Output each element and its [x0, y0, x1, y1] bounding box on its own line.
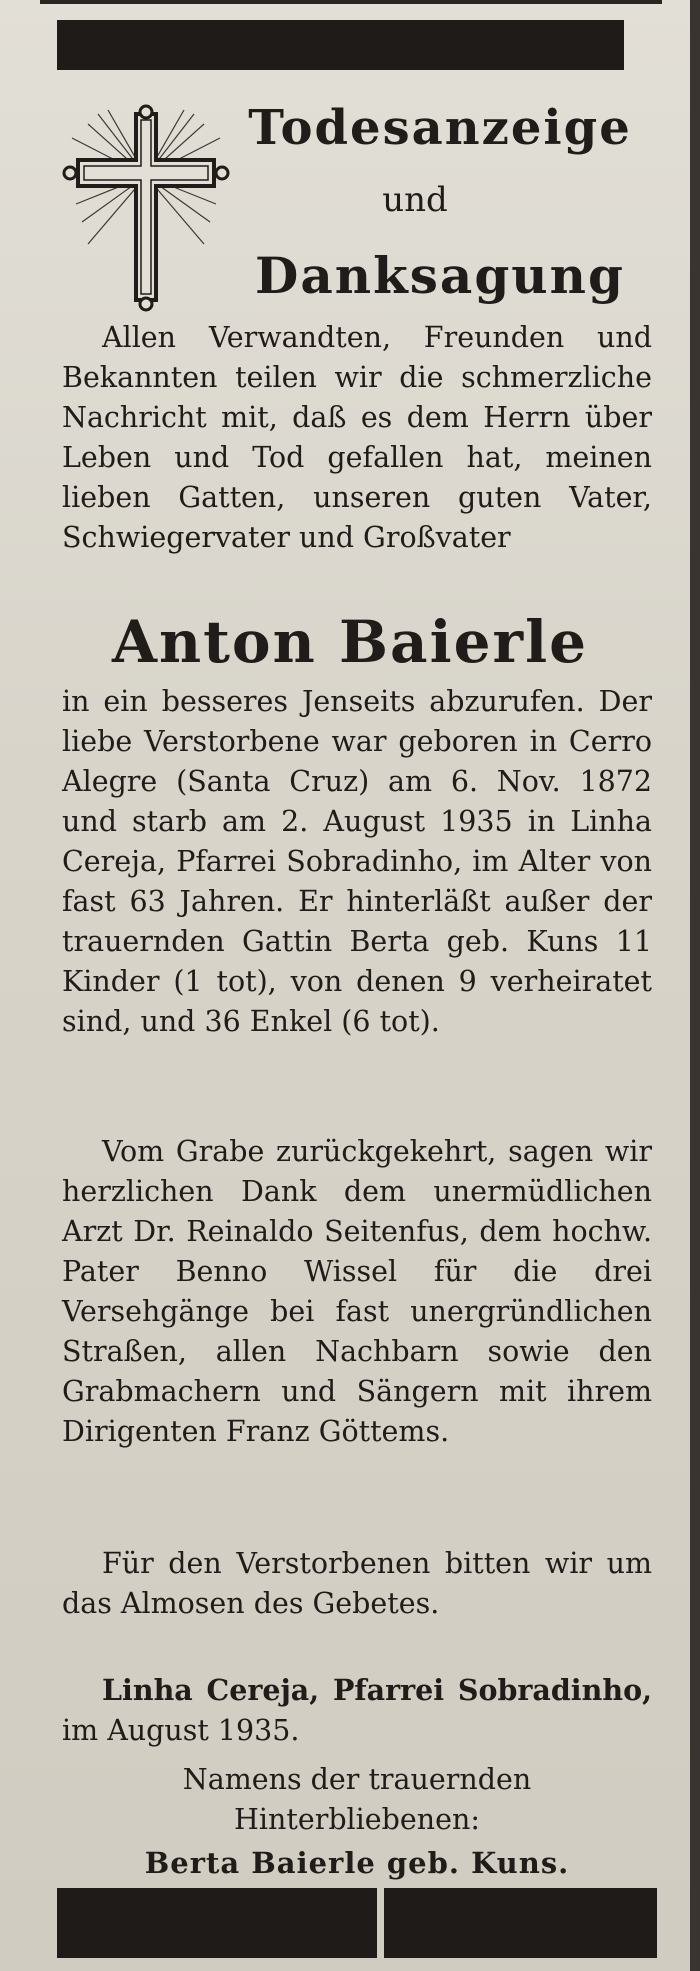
- top-black-bar: [57, 20, 624, 70]
- on-behalf-line: Namens der trauernden Hinterbliebenen:: [182, 1763, 532, 1836]
- notice-title: Todesanzeige: [248, 100, 632, 156]
- notice-conjunction: und: [382, 180, 448, 220]
- deceased-name: Anton Baierle: [111, 608, 589, 676]
- top-rule: [40, 0, 662, 4]
- announcement-paragraph: Allen Verwandten, Freunden und Bekannten teilen wir die schmerzliche Nachricht mit, daß es dem Herrn über Leben und Tod gefallen hat, meinen lieben Gatten, unseren guten Vater, Schwiegervater und Großvater: [62, 321, 652, 554]
- signer-name: Berta Baierle geb. Kuns.: [144, 1846, 570, 1880]
- notice-title-2: Danksagung: [255, 246, 625, 305]
- bottom-black-bar-right: [384, 1888, 657, 1958]
- right-edge-shadow: [690, 0, 700, 1971]
- biography-paragraph: in ein besseres Jenseits abzurufen. Der liebe Verstorbene war geboren in Cerro Alegre (Santa Cruz) am 6. Nov. 1872 und starb am 2. August 1935 in Linha Cereja, Pfarrei Sobradinho, im Alter von fast 63 Jahren. Er hinterläßt außer der trauernden Gattin Berta geb. Kuns 11 Kinder (1 tot), von denen 9 verheiratet sind, und 36 Enkel (6 tot).: [62, 685, 652, 1038]
- dateline-place: Linha Cereja, Pfarrei Sobradinho,: [102, 1673, 652, 1707]
- bottom-black-bar-left: [57, 1888, 377, 1958]
- dateline: [62, 1670, 652, 1751]
- thanks-paragraph: Vom Grabe zurückgekehrt, sagen wir herzlichen Dank dem unermüdlichen Arzt Dr. Reinaldo Seitenfus, dem hochw. Pater Benno Wissel für die drei Versehgänge bei fast unergründlichen Straßen, allen Nachbarn sowie den Grabmachern und Sängern mit ihrem Dirigenten Franz Göttems.: [62, 1135, 652, 1448]
- ornate-cross-icon: [58, 104, 234, 312]
- prayer-request-paragraph: Für den Verstorbenen bitten wir um das Almosen des Gebetes.: [62, 1547, 652, 1620]
- dateline-date: im August 1935.: [62, 1714, 300, 1747]
